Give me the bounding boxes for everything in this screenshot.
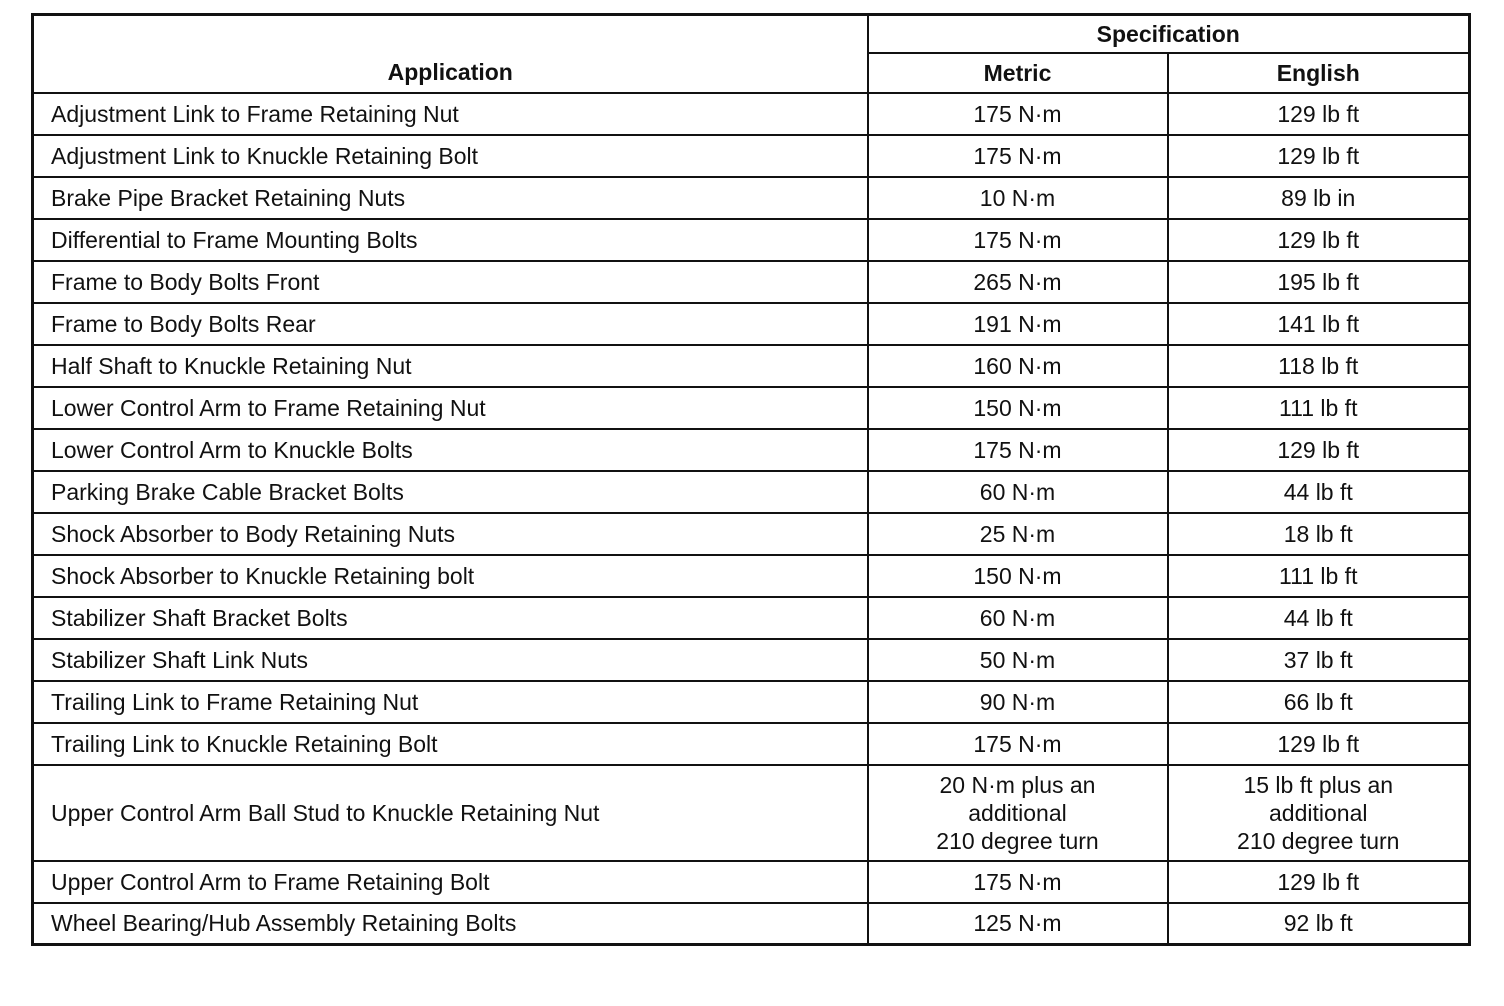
metric-cell: 160 N·m (868, 345, 1168, 387)
application-cell: Parking Brake Cable Bracket Bolts (33, 471, 868, 513)
table-row (33, 861, 1470, 903)
english-cell: 195 lb ft (1168, 261, 1470, 303)
application-cell: Stabilizer Shaft Link Nuts (33, 639, 868, 681)
table-row (33, 177, 1470, 219)
english-cell: 44 lb ft (1168, 597, 1470, 639)
english-cell: 44 lb ft (1168, 471, 1470, 513)
english-cell: 37 lb ft (1168, 639, 1470, 681)
metric-cell: 60 N·m (868, 597, 1168, 639)
english-cell: 111 lb ft (1168, 387, 1470, 429)
metric-cell: 90 N·m (868, 681, 1168, 723)
metric-cell: 175 N·m (868, 135, 1168, 177)
english-line: 210 degree turn (1237, 827, 1400, 854)
application-cell: Wheel Bearing/Hub Assembly Retaining Bolts (33, 903, 868, 945)
header-specification: Specification (868, 15, 1470, 53)
english-cell: 66 lb ft (1168, 681, 1470, 723)
table-row (33, 261, 1470, 303)
application-cell: Differential to Frame Mounting Bolts (33, 219, 868, 261)
english-cell: 129 lb ft (1168, 429, 1470, 471)
metric-line: additional (968, 799, 1067, 826)
application-cell: Half Shaft to Knuckle Retaining Nut (33, 345, 868, 387)
metric-cell: 265 N·m (868, 261, 1168, 303)
metric-cell: 125 N·m (868, 903, 1168, 945)
header-application: Application (33, 15, 868, 93)
table-row (33, 681, 1470, 723)
metric-cell: 50 N·m (868, 639, 1168, 681)
application-cell: Stabilizer Shaft Bracket Bolts (33, 597, 868, 639)
table-row (33, 903, 1470, 945)
table-row (33, 135, 1470, 177)
header-metric: Metric (868, 53, 1168, 93)
metric-cell: 150 N·m (868, 387, 1168, 429)
application-cell: Frame to Body Bolts Front (33, 261, 868, 303)
table-row (33, 429, 1470, 471)
torque-spec-table (31, 13, 1471, 946)
metric-cell: 175 N·m (868, 429, 1168, 471)
application-cell: Adjustment Link to Knuckle Retaining Bolt (33, 135, 868, 177)
application-cell: Lower Control Arm to Knuckle Bolts (33, 429, 868, 471)
table-row (33, 597, 1470, 639)
table-row (33, 723, 1470, 765)
table-row (33, 219, 1470, 261)
application-cell: Shock Absorber to Body Retaining Nuts (33, 513, 868, 555)
metric-line: 210 degree turn (936, 827, 1099, 854)
table-row (33, 513, 1470, 555)
metric-cell (868, 765, 1168, 861)
table-row (33, 639, 1470, 681)
application-cell: Shock Absorber to Knuckle Retaining bolt (33, 555, 868, 597)
english-cell: 129 lb ft (1168, 93, 1470, 135)
application-cell: Upper Control Arm to Frame Retaining Bolt (33, 861, 868, 903)
application-cell: Trailing Link to Knuckle Retaining Bolt (33, 723, 868, 765)
table-row (33, 303, 1470, 345)
english-cell: 141 lb ft (1168, 303, 1470, 345)
metric-cell: 150 N·m (868, 555, 1168, 597)
english-cell: 111 lb ft (1168, 555, 1470, 597)
english-cell: 118 lb ft (1168, 345, 1470, 387)
english-cell: 89 lb in (1168, 177, 1470, 219)
metric-cell: 25 N·m (868, 513, 1168, 555)
application-cell: Frame to Body Bolts Rear (33, 303, 868, 345)
table-row (33, 345, 1470, 387)
english-line: 15 lb ft plus an (1243, 771, 1394, 798)
metric-cell: 175 N·m (868, 861, 1168, 903)
metric-cell: 175 N·m (868, 219, 1168, 261)
english-cell: 129 lb ft (1168, 219, 1470, 261)
table-row (33, 765, 1470, 861)
english-cell: 129 lb ft (1168, 723, 1470, 765)
metric-cell: 60 N·m (868, 471, 1168, 513)
application-cell: Adjustment Link to Frame Retaining Nut (33, 93, 868, 135)
header-english: English (1168, 53, 1470, 93)
metric-cell: 175 N·m (868, 723, 1168, 765)
table-row (33, 93, 1470, 135)
metric-line: 20 N·m plus an (939, 771, 1096, 798)
metric-cell: 175 N·m (868, 93, 1168, 135)
metric-cell: 10 N·m (868, 177, 1168, 219)
table-row (33, 387, 1470, 429)
table-row (33, 555, 1470, 597)
english-cell: 129 lb ft (1168, 135, 1470, 177)
application-cell: Lower Control Arm to Frame Retaining Nut (33, 387, 868, 429)
english-cell: 18 lb ft (1168, 513, 1470, 555)
english-cell (1168, 765, 1470, 861)
english-cell: 92 lb ft (1168, 903, 1470, 945)
english-line: additional (1269, 799, 1368, 826)
application-cell: Trailing Link to Frame Retaining Nut (33, 681, 868, 723)
application-cell: Upper Control Arm Ball Stud to Knuckle Retaining Nut (33, 765, 868, 861)
metric-cell: 191 N·m (868, 303, 1168, 345)
english-cell: 129 lb ft (1168, 861, 1470, 903)
application-cell: Brake Pipe Bracket Retaining Nuts (33, 177, 868, 219)
table-row (33, 471, 1470, 513)
